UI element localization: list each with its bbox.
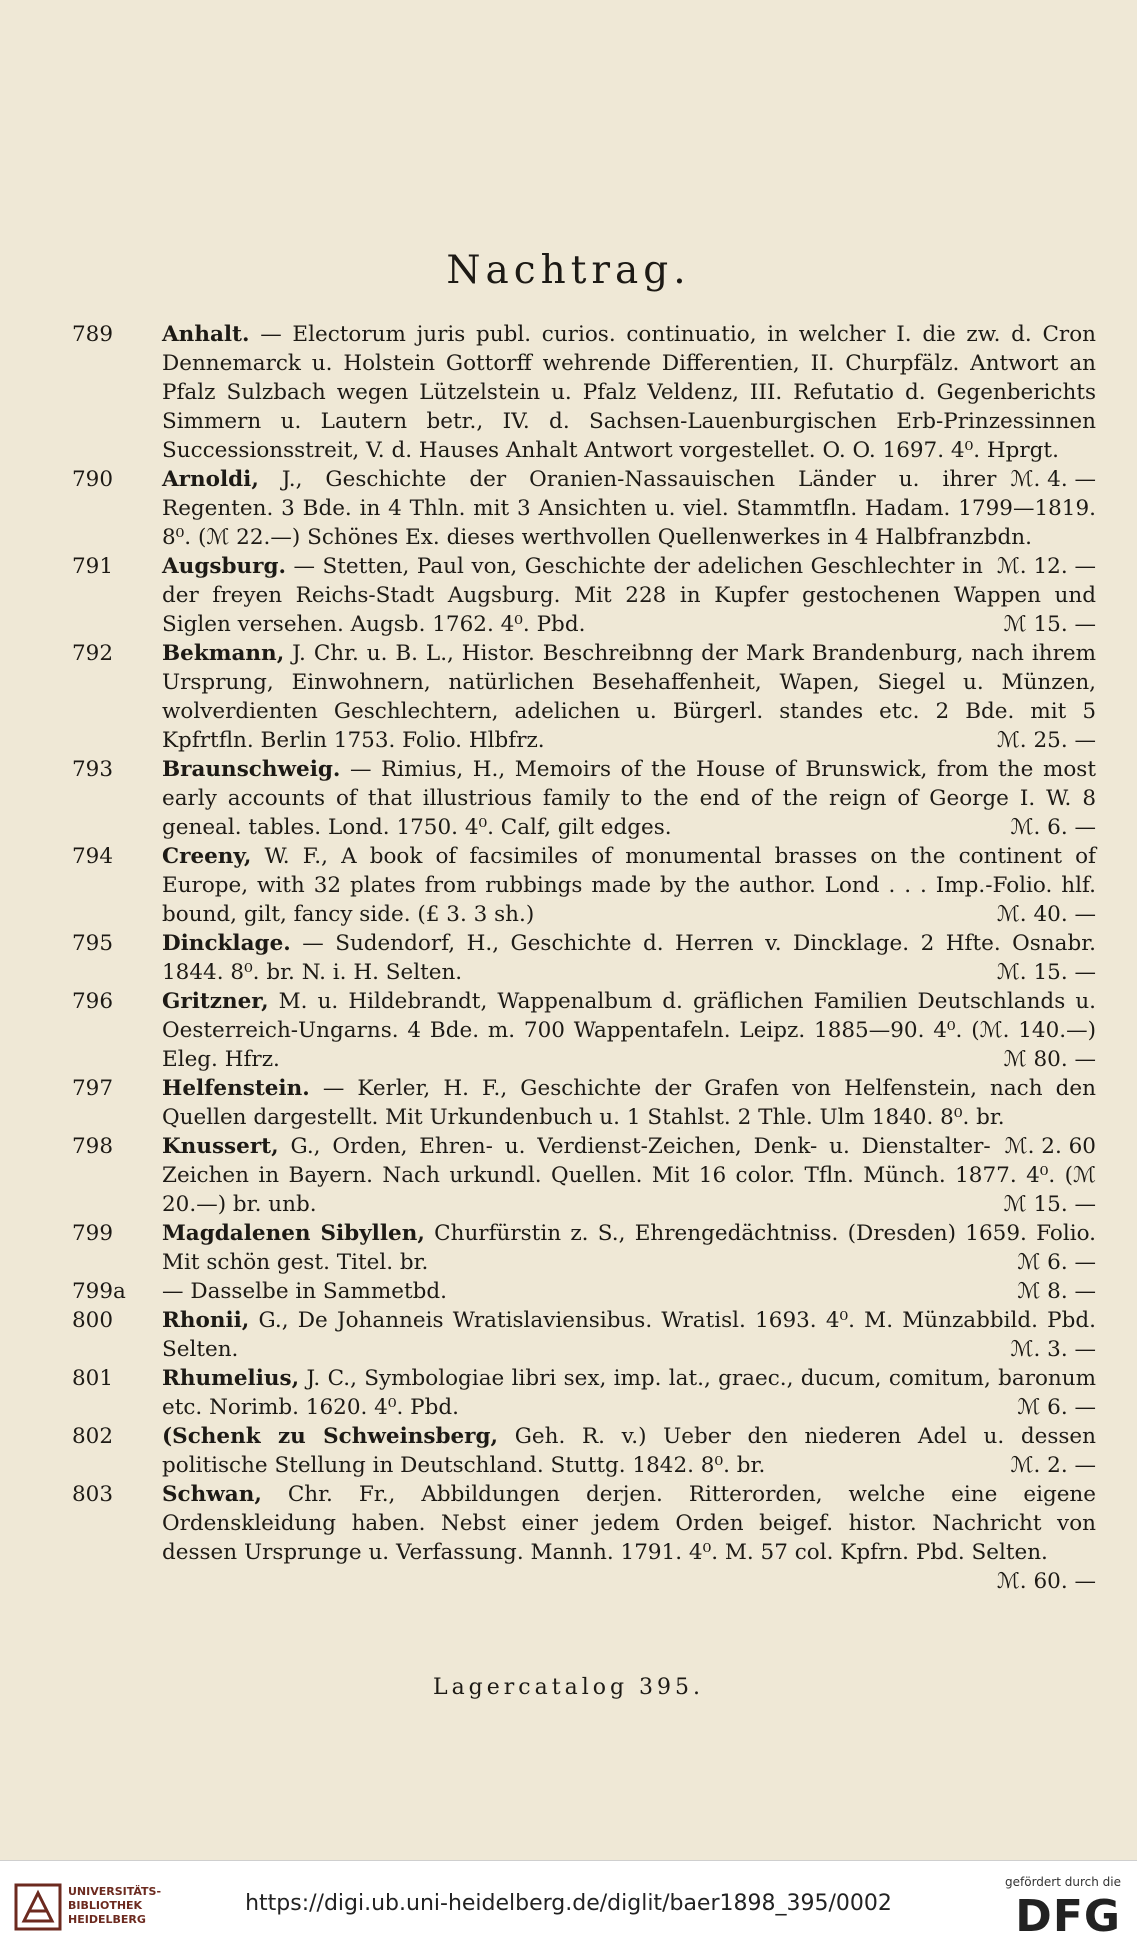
entry-number: 791 [72,554,114,579]
entry-text: M. u. Hildebrandt, Wappenalbum d. gräflichen Familien Deutschlands u. Oesterreich-Ungarns. 4 Bde. m. 700 Wappentafeln. Leipz. 1885—90. 4⁰. (ℳ. 140.—) Eleg. Hfrz. [162,989,1096,1072]
catalog-entry [66,1132,1096,1219]
dfg-logo: DFG [1015,1891,1121,1942]
entry-text: G., De Johanneis Wratislaviensibus. Wratisl. 1693. 4⁰. M. Münzabbild. Pbd. Selten. [162,1308,1096,1362]
entry-text: — Electorum juris publ. curios. continuatio, in welcher I. die zw. d. Cron Dennemarck u. Holstein Gottorff wehrende Differentien, II. Churpfälz. Antwort an Pfalz Sulzbach wegen Lützelstein u. Pfalz Veldenz, III. Refutatio d. Gegenberichts Simmern u. Lautern betr., IV. d. Sachsen-Lauenburgischen Erb-Prinzessinnen Successionsstreit, V. d. Hauses Anhalt Antwort vorgestellet. O. O. 1697. 4⁰. Hprgt. [162,322,1097,463]
entry-text: — Stetten, Paul von, Geschichte der adelichen Geschlechter in der freyen Reichs-Stadt Augsburg. Mit 228 in Kupfer gestochenen Wappen und Siglen versehen. Augsb. 1762. 4⁰. Pbd. [162,554,1096,637]
entry-price: ℳ. 15. — [996,960,1096,985]
permalink-url[interactable]: https://digi.ub.uni-heidelberg.de/diglit/baer1898_395/0002 [245,1891,892,1916]
viewer-bottom-bar [0,1860,1137,1955]
entry-head: Dincklage. [162,931,291,956]
entry-price: ℳ. 2. — [1010,1453,1096,1478]
entry-head: Braunschweig. [162,757,341,782]
entry-price: ℳ 15. — [1003,1192,1096,1217]
entry-head: Rhumelius, [162,1366,300,1391]
library-line: HEIDELBERG [68,1913,146,1926]
entry-price: ℳ 8. — [1017,1279,1096,1304]
entry-number: 799a [72,1279,126,1304]
entry-number: 795 [72,931,114,956]
catalog-entry [66,552,1096,639]
entry-number: 798 [72,1134,114,1159]
entry-head: Knussert, [162,1134,279,1159]
entry-text: — Rimius, H., Memoirs of the House of Brunswick, from the most early accounts of that illustrious family to the end of the reign of George I. W. 8 geneal. tables. Lond. 1750. 4⁰. Calf, gilt edges. [162,757,1096,840]
entry-text: J. C., Symbologiae libri sex, imp. lat., graec., ducum, comitum, baronum etc. Norimb. 1620. 4⁰. Pbd. [162,1366,1096,1420]
entry-text: G., Orden, Ehren- u. Verdienst-Zeichen, Denk- u. Dienstalter-Zeichen in Bayern. Nach urkundl. Quellen. Mit 16 color. Tfln. Münch. 1877. 4⁰. (ℳ 20.—) br. unb. [162,1134,1096,1217]
entry-text: — Dasselbe in Sammetbd. [162,1279,447,1304]
entry-text: — Sudendorf, H., Geschichte d. Herren v. Dincklage. 2 Hfte. Osnabr. 1844. 8⁰. br. N. i. H. Selten. [162,931,1096,985]
entry-price: ℳ. 12. — [996,554,1096,579]
entry-head: Arnoldi, [162,467,259,492]
catalog-entry [66,987,1096,1074]
entry-number: 793 [72,757,114,782]
entry-price: ℳ. 2. 60 [1004,1134,1096,1159]
entry-text: Churfürstin z. S., Ehrengedächtniss. (Dresden) 1659. Folio. Mit schön gest. Titel. br. [162,1221,1096,1275]
catalog-entry [66,1219,1096,1277]
catalog-entry [66,1306,1096,1364]
entry-number: 801 [72,1366,114,1391]
entry-number: 800 [72,1308,114,1333]
entry-number: 790 [72,467,114,492]
entry-text: — Kerler, H. F., Geschichte der Grafen von Helfenstein, nach den Quellen dargestellt. Mit Urkundenbuch u. 1 Stahlst. 2 Thle. Ulm 1840. 8⁰. br. [162,1076,1096,1130]
entry-number: 789 [72,322,114,347]
entry-text: Chr. Fr., Abbildungen derjen. Ritterorden, welche eine eigene Ordenskleidung haben. Nebst einer jedem Orden beigef. histor. Nachricht von dessen Ursprunge u. Verfassung. Mannh. 1791. 4⁰. M. 57 col. Kpfrn. Pbd. Selten. [162,1482,1096,1565]
entry-price: ℳ. 25. — [996,728,1096,753]
entry-price: ℳ. 6. — [1010,815,1096,840]
entry-text: J., Geschichte der Oranien-Nassauischen Länder u. ihrer Regenten. 3 Bde. in 4 Thln. mit 3 Ansichten u. viel. Stammtfln. Hadam. 1799—1819. 8⁰. (ℳ 22.—) Schönes Ex. dieses werthvollen Quellenwerkes in 4 Halbfranzbdn. [162,467,1096,550]
entry-number: 792 [72,641,114,666]
entry-price: ℳ 15. — [1003,612,1096,637]
catalog-entry [66,1277,1096,1306]
entry-text: W. F., A book of facsimiles of monumental brasses on the continent of Europe, with 32 plates from rubbings made by the author. Lond . . . Imp.-Folio. hlf. bound, gilt, fancy side. (£ 3. 3 sh.) [162,844,1096,927]
catalog-entry [66,929,1096,987]
entry-number: 797 [72,1076,114,1101]
entry-price: ℳ 80. — [1003,1047,1096,1072]
catalog-entry [66,1480,1096,1594]
catalog-entry [66,1422,1096,1480]
entry-price: ℳ 6. — [1017,1395,1096,1420]
entry-number: 796 [72,989,114,1014]
entry-number: 794 [72,844,114,869]
funding-label: gefördert durch die [1005,1875,1121,1889]
entry-price: ℳ 6. — [1017,1250,1096,1275]
entry-head: Schwan, [162,1482,262,1507]
entry-price: ℳ. 40. — [996,902,1096,927]
entry-head: Augsburg. [162,554,286,579]
entry-number: 803 [72,1482,114,1507]
catalog-entry [66,842,1096,929]
entry-head: Anhalt. [162,322,250,347]
entry-head: Bekmann, [162,641,285,666]
catalog-entry [66,1364,1096,1422]
entry-list [66,320,1096,1596]
entry-head: Helfenstein. [162,1076,310,1101]
entry-head: Gritzner, [162,989,269,1014]
library-line: BIBLIOTHEK [68,1899,143,1912]
entry-price: ℳ. 60. — [996,1569,1096,1594]
entry-number: 799 [72,1221,114,1246]
page-title: Nachtrag. [446,248,691,293]
entry-price: ℳ. 4. — [1010,467,1096,492]
entry-head: (Schenk zu Schweinsberg, [162,1424,499,1449]
page-footer: Lagercatalog 395. [432,1675,705,1700]
entry-price: ℳ. 3. — [1010,1337,1096,1362]
entry-head: Rhonii, [162,1308,250,1333]
entry-text: J. Chr. u. B. L., Histor. Beschreibnng der Mark Brandenburg, nach ihrem Ursprung, Einwohnern, natürlichen Besehaffenheit, Wapen, Siegel u. Münzen, wolverdienten Geschlechtern, adelichen u. Bürgerl. standes etc. 2 Bde. mit 5 Kpfrtfln. Berlin 1753. Folio. Hlbfrz. [162,641,1096,753]
entry-head: Magdalenen Sibyllen, [162,1221,425,1246]
library-line: UNIVERSITÄTS- [68,1885,162,1898]
catalog-entry [66,755,1096,842]
entry-number: 802 [72,1424,114,1449]
entry-head: Creeny, [162,844,252,869]
catalog-entry [66,639,1096,755]
entry-text: Geh. R. v.) Ueber den niederen Adel u. dessen politische Stellung in Deutschland. Stuttg. 1842. 8⁰. br. [162,1424,1096,1478]
